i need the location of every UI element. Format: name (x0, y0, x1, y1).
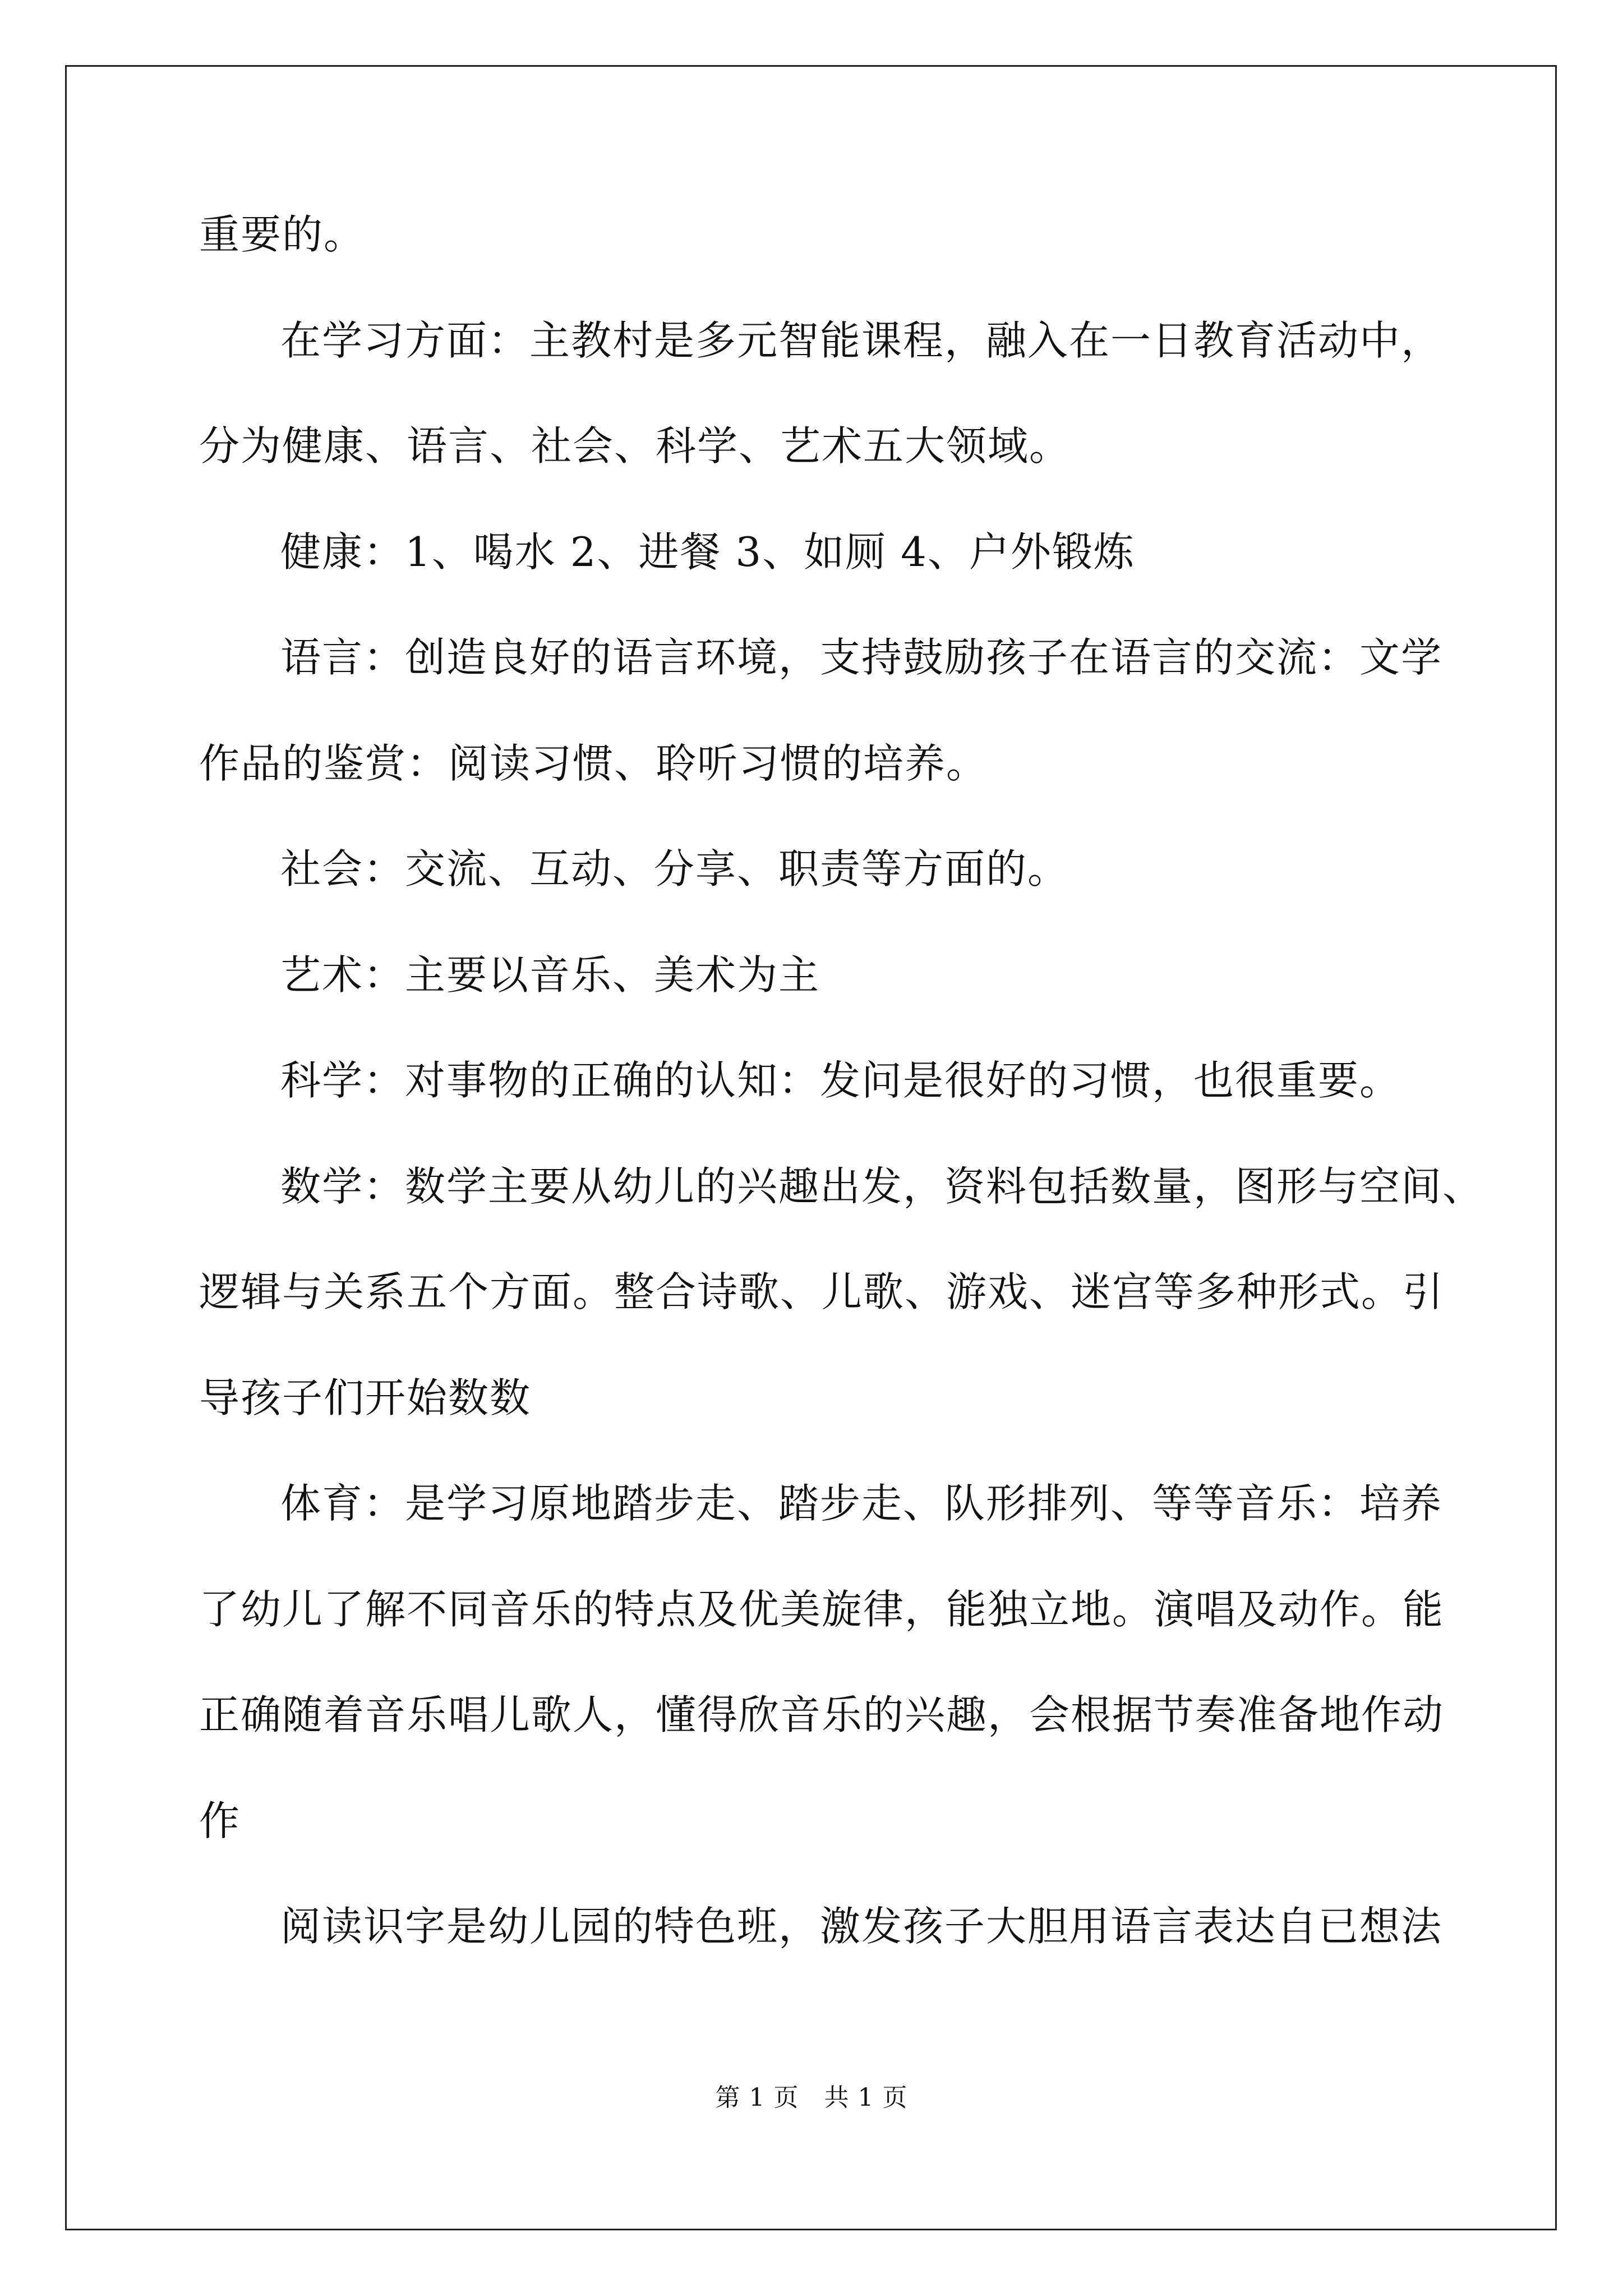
text-line: 作品的鉴赏：阅读习惯、聆听习惯的培养。 (199, 740, 988, 787)
text-line: 分为健康、语言、社会、科学、艺术五大领域。 (199, 422, 1071, 470)
text-line: 数学：数学主要从幼儿的兴趣出发，资料包括数量，图形与空间、 (280, 1163, 1484, 1210)
text-line: 艺术：主要以音乐、美术为主 (280, 951, 820, 999)
page-footer (0, 2081, 1623, 2115)
page-number: 第 1 页 (715, 2083, 799, 2112)
total-pages: 共 1 页 (824, 2083, 908, 2112)
text-line: 作 (199, 1797, 241, 1844)
footer-spacer (799, 2083, 824, 2112)
text-line: 导孩子们开始数数 (199, 1374, 532, 1421)
text-line: 科学：对事物的正确的认知：发问是很好的习惯，也很重要。 (280, 1057, 1401, 1104)
text-line: 社会：交流、互动、分享、职责等方面的。 (280, 845, 1069, 892)
text-line: 在学习方面：主教村是多元智能课程，融入在一日教育活动中， (280, 317, 1443, 364)
text-line: 健康：1、喝水 2、进餐 3、如厕 4、户外锻炼 (280, 528, 1135, 576)
text-line: 了幼儿了解不同音乐的特点及优美旋律，能独立地。演唱及动作。能 (199, 1586, 1445, 1633)
text-line: 阅读识字是幼儿园的特色班，激发孩子大胆用语言表达自已想法 (280, 1903, 1443, 1950)
text-line: 语言：创造良好的语言环境，支持鼓励孩子在语言的交流：文学 (280, 634, 1443, 681)
text-line: 逻辑与关系五个方面。整合诗歌、儿歌、游戏、迷宫等多种形式。引 (199, 1268, 1445, 1315)
text-line: 正确随着音乐唱儿歌人，懂得欣音乐的兴趣，会根据节奏准备地作动 (199, 1691, 1445, 1738)
text-line: 体育：是学习原地踏步走、踏步走、队形排列、等等音乐：培养 (280, 1480, 1443, 1527)
text-line: 重要的。 (199, 211, 366, 258)
